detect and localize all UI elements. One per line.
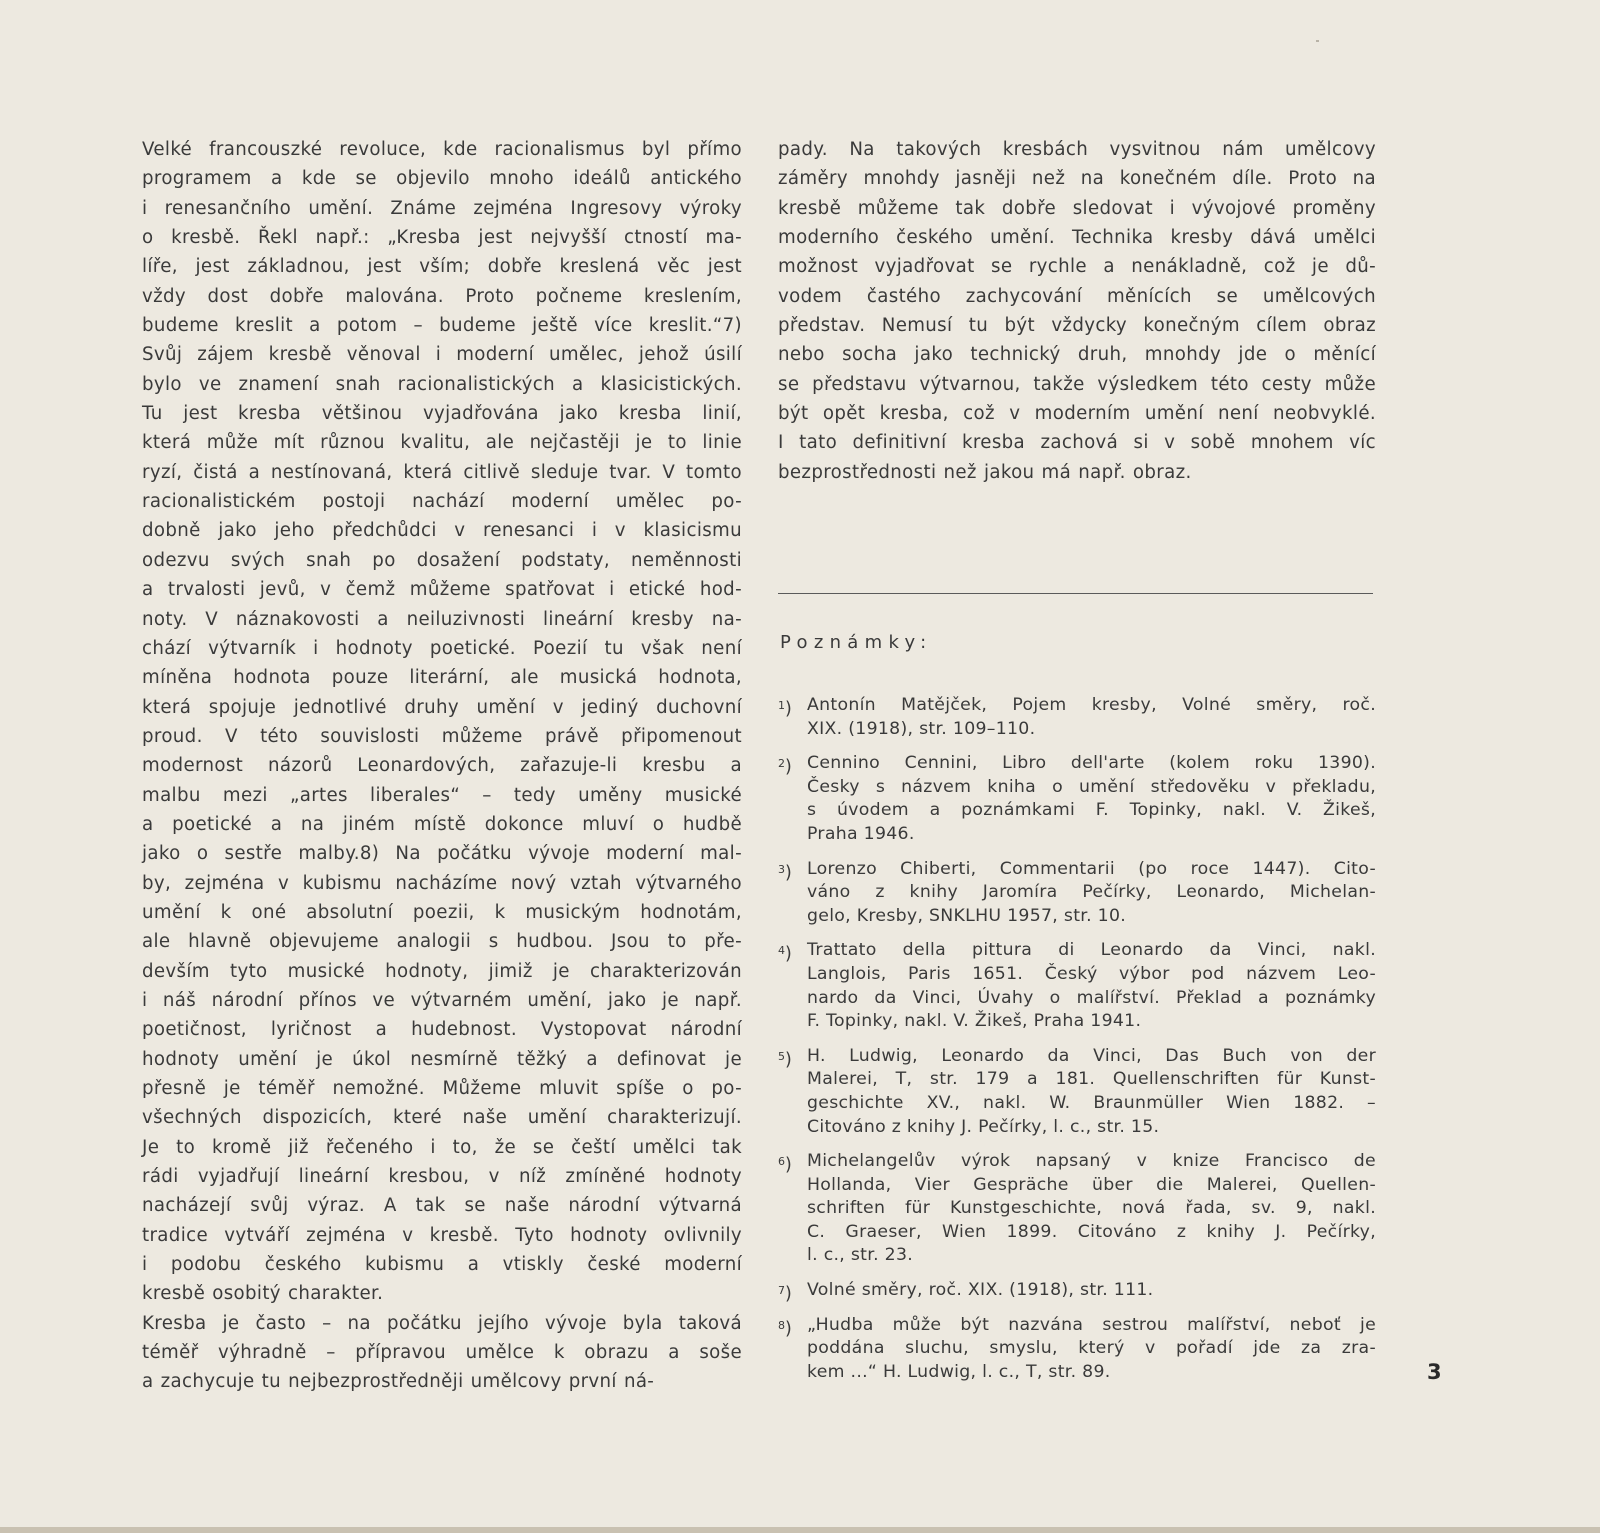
footnote-line: nardo da Vinci, Úvahy o malířství. Překlad a poznámky (807, 987, 1376, 1008)
text-line: vždy dost dobře malována. Proto počneme kreslením, (142, 285, 742, 307)
text-line: Je to kromě již řečeného i to, že se čeští umělci tak (142, 1136, 742, 1158)
text-line: devším tyto musické hodnoty, jimiž je charakterizován (142, 960, 742, 982)
text-line: hodnoty umění je úkol nesmírně těžký a definovat je (142, 1048, 742, 1070)
footnote-item (778, 1279, 1376, 1303)
footnote-line: Česky s názvem kniha o umění středověku v překladu, (807, 776, 1376, 797)
footnote-item (778, 1150, 1376, 1268)
footnote-number-value: 5 (778, 1049, 785, 1063)
text-line: Kresba je často – na počátku jejího vývoje byla taková (142, 1312, 742, 1334)
footnote-line: geschichte XV., nakl. W. Braunmüller Wien 1882. – (807, 1092, 1376, 1113)
footnote-number-value: 7 (778, 1284, 785, 1298)
footnote-line: Hollanda, Vier Gespräche über die Malerei, Quellen- (807, 1174, 1376, 1195)
footnote-line: Volné směry, roč. XIX. (1918), str. 111. (807, 1280, 1154, 1301)
text-line: I tato definitivní kresba zachová si v sobě mnohem víc (778, 432, 1376, 454)
footnote-line: Cennino Cennini, Libro dell'arte (kolem roku 1390). (807, 753, 1376, 774)
footnote-number: $^3$) (778, 862, 792, 883)
footnote-line: C. Graeser, Wien 1899. Citováno z knihy J. Pečírky, (807, 1221, 1376, 1242)
footnote-item (778, 752, 1376, 846)
footnote-number: $^2$) (778, 757, 792, 778)
text-line: programem a kde se objevilo mnoho ideálů antického (142, 168, 742, 190)
footnote-line: Trattato della pittura di Leonardo da Vinci, nakl. (807, 940, 1376, 961)
text-line: vodem častého zachycování měnících se umělcových (778, 285, 1376, 307)
footnote-line: Antonín Matějček, Pojem kresby, Volné směry, roč. (807, 695, 1376, 715)
footnote-number-value: 6 (778, 1155, 785, 1169)
text-line: tradice vytváří zejména v kresbě. Tyto hodnoty ovlivnily (142, 1224, 742, 1246)
footnote-line: Lorenzo Chiberti, Commentarii (po roce 1447). Cito- (807, 858, 1376, 879)
text-line: odezvu svých snah po dosažení podstaty, neměnnosti (142, 549, 742, 571)
text-line: jako o sestře malby.8) Na počátku vývoje moderní mal- (142, 843, 742, 865)
text-line: míněna hodnota pouze literární, ale musická hodnota, (142, 667, 742, 689)
text-line: možnost vyjadřovat se rychle a nenákladně, což je dů- (778, 256, 1376, 278)
main-text-left-column (142, 135, 742, 1397)
text-line: se představu výtvarnou, takže výsledkem této cesty může (778, 373, 1376, 395)
text-line: a zachycuje tu nejbezprostředněji umělcovy první ná- (142, 1371, 655, 1393)
footnote-number: $^6$) (778, 1155, 792, 1176)
text-line: Svůj zájem kresbě věnoval i moderní umělec, jehož úsilí (142, 344, 742, 366)
page-number: 3 (1427, 1360, 1442, 1384)
text-line: představ. Nemusí tu být vždycky konečným cílem obraz (778, 315, 1376, 337)
text-line: která může mít různou kvalitu, ale nejčastěji je to linie (142, 432, 742, 454)
text-line: která spojuje jednotlivé druhy umění v jediný duchovní (142, 696, 742, 718)
text-line: dobně jako jeho předchůdci v renesanci i v klasicismu (142, 520, 742, 542)
footnote-number-value: 1 (778, 699, 785, 712)
text-line: proud. V této souvislosti můžeme právě připomenout (142, 725, 742, 747)
text-line: bylo ve znamení snah racionalistických a klasicistických. (142, 373, 742, 395)
footnote-number: $^4$) (778, 944, 792, 965)
text-line: racionalistickém postoji nachází moderní umělec po- (142, 491, 742, 513)
footnote-line: váno z knihy Jaromíra Pečírky, Leonardo, Michelan- (807, 882, 1376, 903)
footnote-number-value: 8 (778, 1318, 785, 1332)
text-line: moderního českého umění. Technika kresby dává umělci (778, 227, 1376, 249)
text-line: umění k oné absolutní poezii, k musickým hodnotám, (142, 901, 742, 923)
text-line: kresbě osobitý charakter. (142, 1283, 384, 1305)
footnote-line: H. Ludwig, Leonardo da Vinci, Das Buch von der (807, 1045, 1376, 1066)
footnote-line: „Hudba může být nazvána sestrou malířství, neboť je (807, 1314, 1376, 1335)
text-line: by, zejména v kubismu nacházíme nový vztah výtvarného (142, 872, 742, 894)
text-line: poetičnost, lyričnost a hudebnost. Vystopovat národní (142, 1019, 742, 1041)
text-line: bezprostřednosti než jakou má např. obraz. (778, 461, 1192, 483)
footnote-line: l. c., str. 23. (807, 1245, 914, 1266)
footnote-line: poddána sluchu, smyslu, který v pořadí jde za zra- (807, 1338, 1376, 1359)
text-line: přesně je téměř nemožné. Můžeme mluvit spíše o po- (142, 1078, 742, 1099)
text-line: o kresbě. Řekl např.: „Kresba jest nejvyšší ctností ma- (142, 227, 742, 249)
text-line: Velké francouszké revoluce, kde racionalismus byl přímo (142, 139, 742, 160)
text-line: noty. V náznakovosti a neiluzivnosti lineární kresby na- (142, 608, 742, 630)
footnote-line: kem ...“ H. Ludwig, l. c., T, str. 89. (807, 1361, 1111, 1382)
text-line: i podobu českého kubismu a vtiskly české moderní (142, 1254, 742, 1276)
footnote-number: $^7$) (778, 1284, 792, 1305)
footnote-line: Citováno z knihy J. Pečírky, l. c., str. 15. (807, 1116, 1160, 1137)
footnote-line: s úvodem a poznámkami F. Topinky, nakl. V. Žikeš, (807, 800, 1376, 821)
main-text-right-column (778, 135, 1376, 487)
footnote-number: $^1$) (778, 699, 792, 719)
footnote-item (778, 1314, 1376, 1385)
footnote-item (778, 858, 1376, 929)
text-line: i renesančního umění. Známe zejména Ingresovy výroky (142, 197, 742, 219)
footnote-line: gelo, Kresby, SNKLHU 1957, str. 10. (807, 905, 1127, 926)
paper-speck (1316, 40, 1319, 42)
footnote-line: Michelangelův výrok napsaný v knize Francisco de (807, 1151, 1376, 1172)
text-line: chází výtvarník i hodnoty poetické. Poezií tu však není (142, 637, 742, 659)
footnote-line: Malerei, T, str. 179 a 181. Quellenschriften für Kunst- (807, 1069, 1376, 1090)
footnote-number: $^8$) (778, 1318, 792, 1339)
text-line: rádi vyjadřují lineární kresbou, v níž zmíněné hodnoty (142, 1166, 742, 1188)
footnote-number-value: 2 (778, 757, 785, 771)
footnote-item (778, 1045, 1376, 1139)
footnote-number: $^5$) (778, 1049, 792, 1070)
text-line: pady. Na takových kresbách vysvitnou nám umělcovy (778, 139, 1376, 160)
notes-heading: Poznámky: (780, 632, 933, 653)
text-line: všechných dispozicích, které naše umění charakterizují. (142, 1107, 742, 1129)
footnote-line: Langlois, Paris 1651. Český výbor pod názvem Leo- (807, 963, 1376, 984)
footnote-line: schriften für Kunstgeschichte, nová řada, sv. 9, nakl. (807, 1198, 1376, 1219)
text-line: záměry mnohdy jasněji než na konečném díle. Proto na (778, 168, 1376, 190)
text-line: ryzí, čistá a nestínovaná, která citlivě sleduje tvar. V tomto (142, 461, 742, 483)
text-line: budeme kreslit a potom – budeme ještě více kreslit.“7) (142, 315, 742, 337)
text-line: a poetické a na jiném místě dokonce mluví o hudbě (142, 813, 742, 835)
page-bottom-edge (0, 1527, 1600, 1533)
footnote-separator-rule (778, 593, 1373, 594)
footnote-line: XIX. (1918), str. 109–110. (807, 718, 1036, 739)
footnote-item (778, 939, 1376, 1033)
text-line: Tu jest kresba většinou vyjadřována jako kresba linií, (142, 403, 742, 425)
text-line: nebo socha jako technický druh, mnohdy jde o měnící (778, 344, 1376, 366)
footnote-number-value: 4 (778, 944, 785, 958)
text-line: téměř výhradně – přípravou umělce k obrazu a soše (142, 1342, 742, 1364)
text-line: a trvalosti jevů, v čemž můžeme spatřovat i etické hod- (142, 579, 742, 601)
footnote-item (778, 694, 1376, 741)
text-line: malbu mezi „artes liberales“ – tedy uměny musické (142, 784, 742, 806)
text-line: líře, jest základnou, jest vším; dobře kreslená věc jest (142, 256, 742, 278)
text-line: modernost názorů Leonardových, zařazuje-li kresbu a (142, 755, 742, 777)
text-line: být opět kresba, což v moderním umění není neobvyklé. (778, 403, 1376, 425)
text-line: nacházejí svůj výraz. A tak se naše národní výtvarná (142, 1195, 742, 1217)
footnote-line: F. Topinky, nakl. V. Žikeš, Praha 1941. (807, 1011, 1142, 1032)
footnote-number-value: 3 (778, 862, 785, 876)
footnote-line: Praha 1946. (807, 823, 915, 844)
text-line: kresbě můžeme tak dobře sledovat i vývojové proměny (778, 197, 1376, 219)
footnotes-list (778, 694, 1376, 1395)
text-line: ale hlavně objevujeme analogii s hudbou. Jsou to pře- (142, 931, 742, 953)
text-line: i náš národní přínos ve výtvarném umění, jako je např. (142, 989, 742, 1011)
